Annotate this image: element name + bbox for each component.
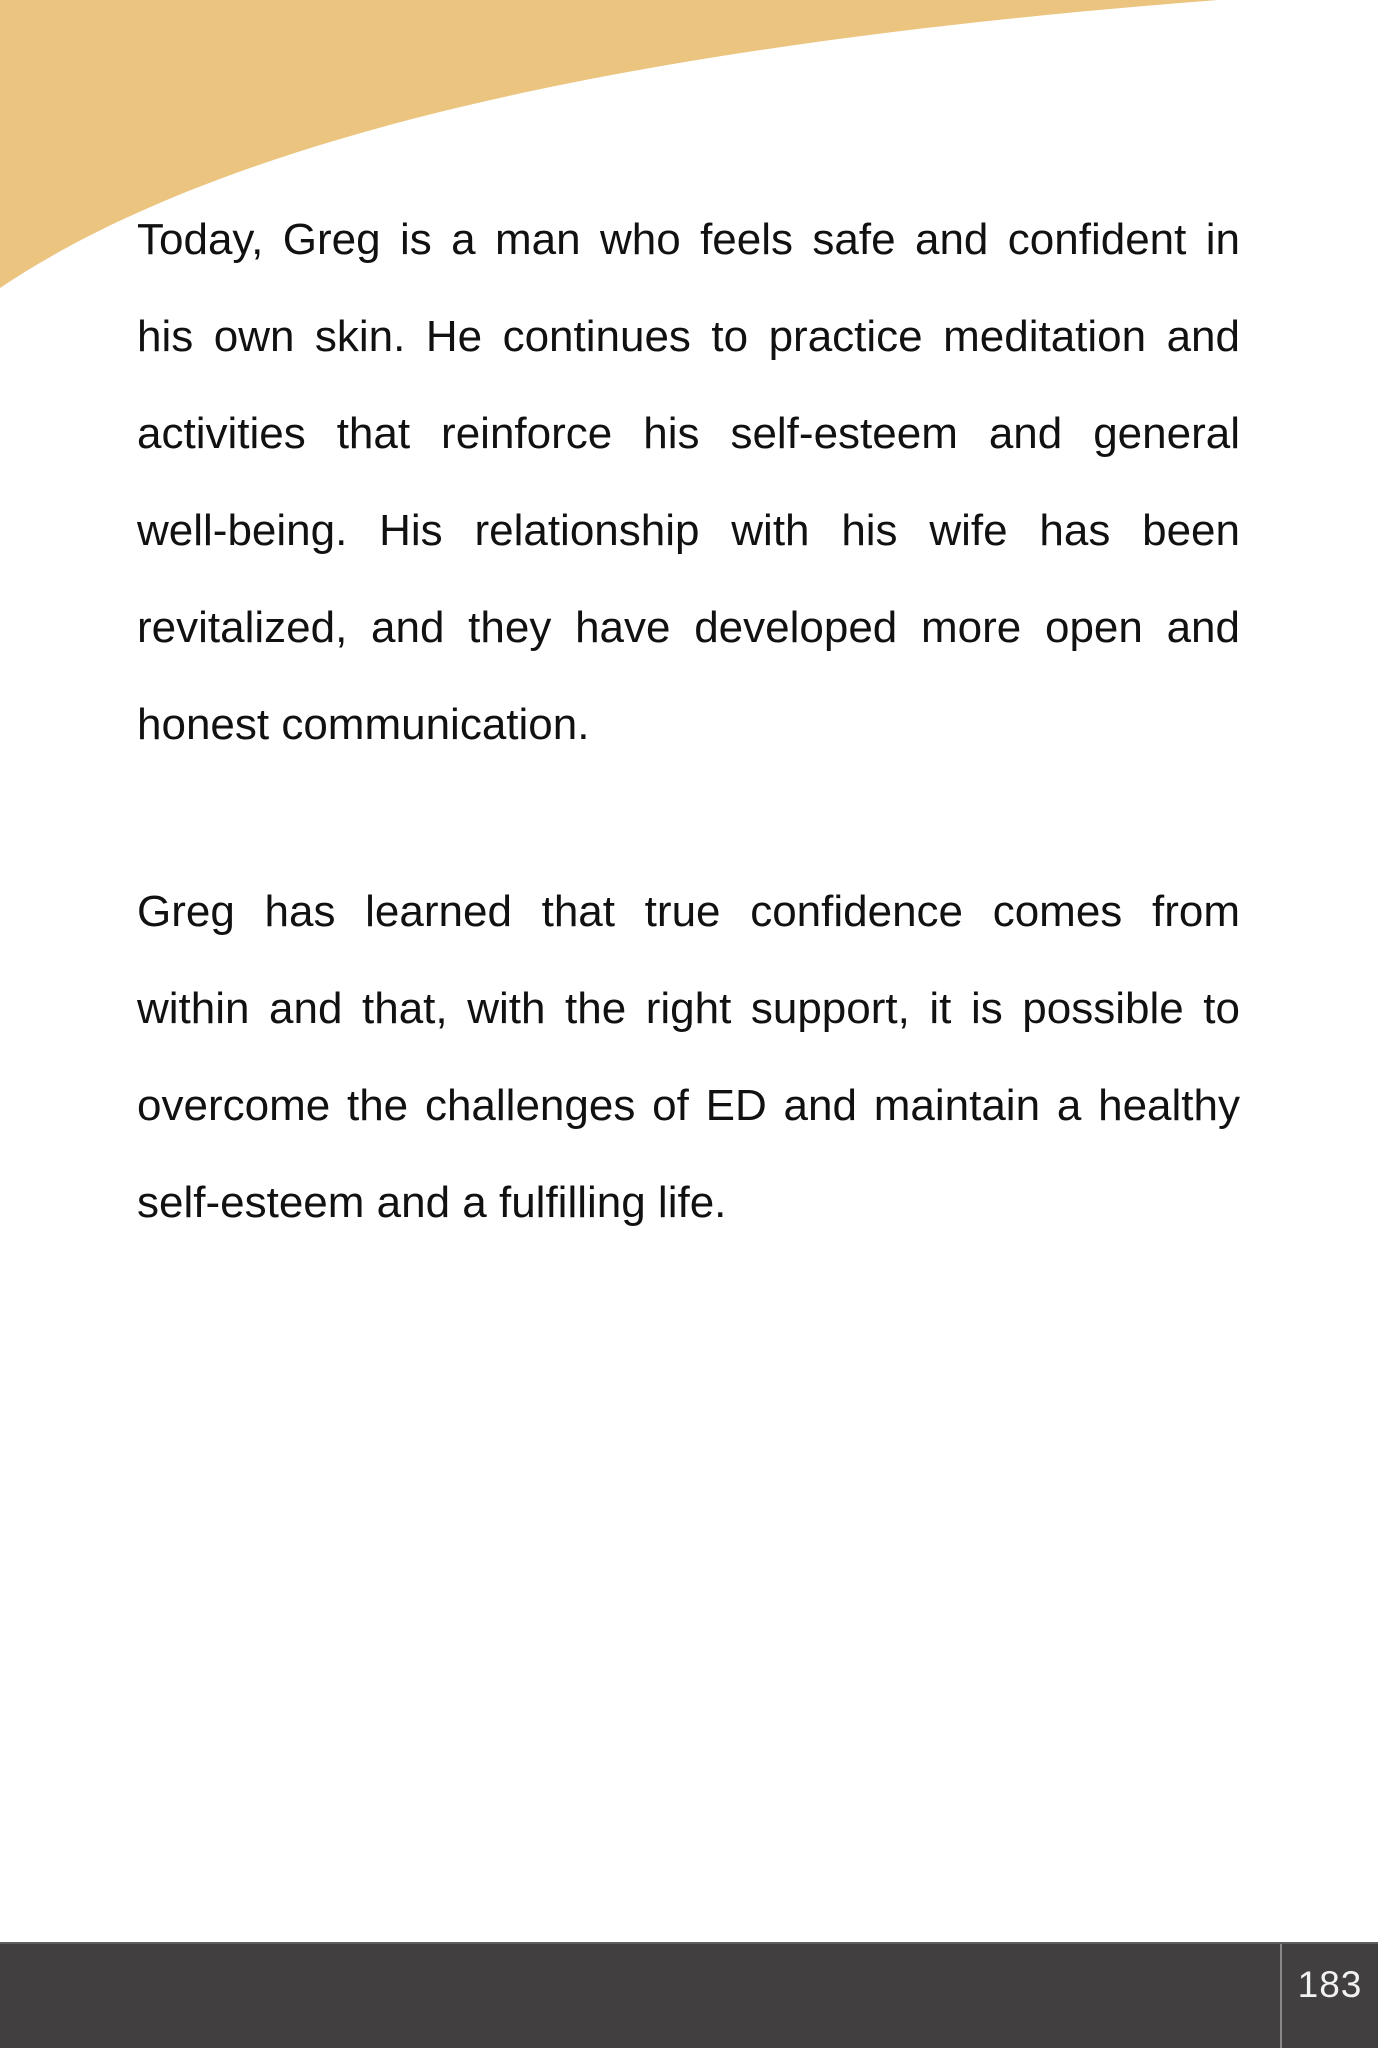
page-number: 183 bbox=[1297, 1964, 1363, 2005]
text-line: Greg has learned that true confidence comes from bbox=[137, 887, 1240, 936]
text-line: activities that reinforce his self-esteem and general bbox=[137, 409, 1240, 458]
paragraph bbox=[137, 191, 1240, 773]
page-text bbox=[137, 191, 1240, 1251]
text-line: honest communication. bbox=[137, 700, 590, 749]
text-line: self-esteem and a fulfilling life. bbox=[137, 1178, 727, 1227]
page-footer bbox=[0, 1942, 1378, 2048]
text-line: Today, Greg is a man who feels safe and confident in bbox=[137, 215, 1240, 264]
text-line: overcome the challenges of ED and maintain a healthy bbox=[137, 1081, 1240, 1130]
text-line: well-being. His relationship with his wife has been bbox=[137, 506, 1240, 555]
text-line: his own skin. He continues to practice meditation and bbox=[137, 312, 1240, 361]
text-line: revitalized, and they have developed more open and bbox=[137, 603, 1240, 652]
text-line: within and that, with the right support, it is possible to bbox=[137, 984, 1240, 1033]
paragraph bbox=[137, 863, 1240, 1251]
